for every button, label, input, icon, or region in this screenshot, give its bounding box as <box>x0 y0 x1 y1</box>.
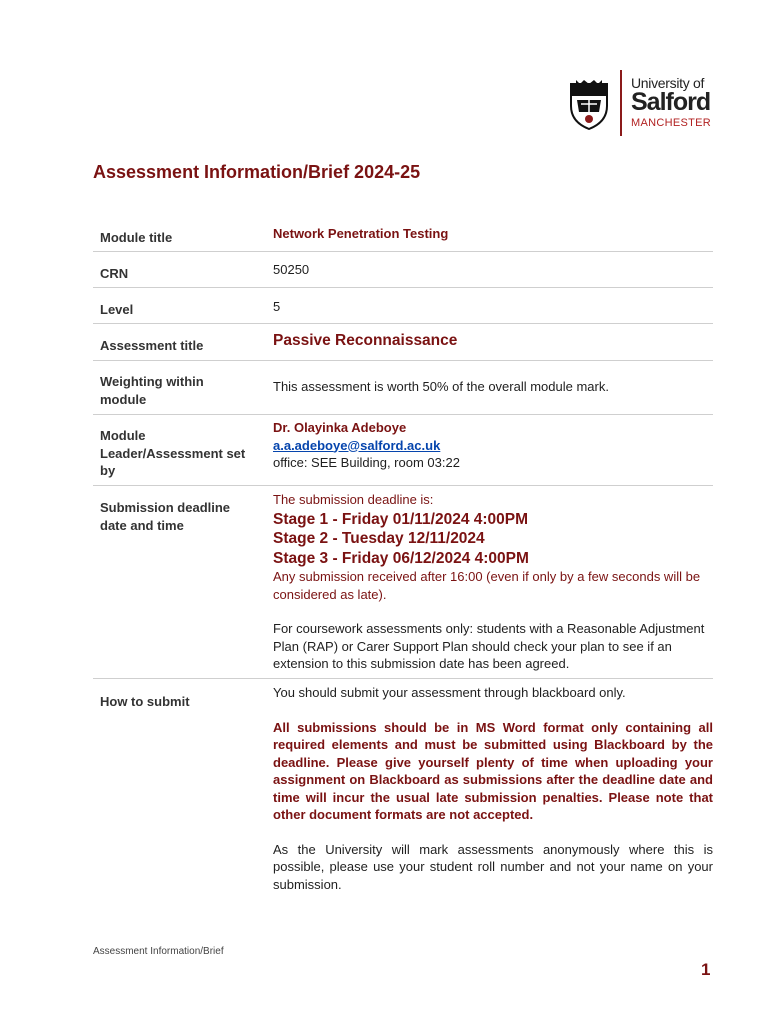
logo-line-manchester: MANCHESTER <box>631 117 712 129</box>
deadline-intro: The submission deadline is: <box>273 492 434 507</box>
deadline-stage-1: Stage 1 - Friday 01/11/2024 4:00PM <box>273 510 529 528</box>
value-assessment-title: Passive Reconnaissance <box>273 332 458 349</box>
label-module-leader: Module Leader/Assessment set by <box>100 428 246 478</box>
crest-icon <box>568 78 610 130</box>
page-title: Assessment Information/Brief 2024-25 <box>93 162 421 182</box>
university-logo <box>568 68 718 140</box>
how-paragraph-1: You should submit your assessment through blackboard only. <box>273 685 626 700</box>
page-number: 1 <box>701 960 711 979</box>
value-module-title: Network Penetration Testing <box>273 226 449 241</box>
label-level: Level <box>100 302 134 317</box>
label-how-to-submit: How to submit <box>100 694 190 709</box>
label-assessment-title: Assessment title <box>100 338 204 353</box>
value-how-to-submit <box>273 684 713 893</box>
logo-line-salford: Salford <box>631 88 711 116</box>
leader-email-link[interactable]: a.a.adeboye@salford.ac.uk <box>273 437 441 453</box>
row-how-to-submit <box>93 679 713 901</box>
logo-line-university: University of <box>631 75 705 91</box>
row-module-title <box>93 216 713 252</box>
deadline-stage-3: Stage 3 - Friday 06/12/2024 4:00PM <box>273 549 529 567</box>
row-crn <box>93 252 713 288</box>
deadline-late-note: Any submission received after 16:00 (even if only by a few seconds will be considered as late). <box>273 569 701 602</box>
row-module-leader <box>93 415 713 486</box>
logo-wordmark <box>631 76 711 129</box>
label-submission-deadline: Submission deadline date and time <box>100 500 231 533</box>
how-paragraph-3: As the University will mark assessments anonymously where this is possible, please use your student roll number and not your name on your submission. <box>273 841 713 892</box>
value-module-leader <box>273 419 713 472</box>
how-paragraph-2: All submissions should be in MS Word format only containing all required elements and must be submitted using Blackboard by the deadline. Please give yourself plenty of time when uploading your assignment on Blackboard as submissions after the deadline date and time will incur the usual late submission penalties. Please note that other document formats are not accepted. <box>273 719 713 822</box>
value-weighting: This assessment is worth 50% of the overall module mark. <box>273 379 609 394</box>
label-crn: CRN <box>100 266 129 281</box>
deadline-stage-2: Stage 2 - Tuesday 12/11/2024 <box>273 530 485 547</box>
value-submission-deadline <box>273 491 713 673</box>
label-module-title: Module title <box>100 230 173 245</box>
deadline-rap-note: For coursework assessments only: students with a Reasonable Adjustment Plan (RAP) or Carer Support Plan should check your plan to see if an extension to this submission date has been agreed. <box>273 621 705 671</box>
row-level <box>93 288 713 324</box>
row-submission-deadline <box>93 486 713 679</box>
label-weighting: Weighting within module <box>100 374 204 407</box>
row-weighting <box>93 361 713 415</box>
value-crn: 50250 <box>273 262 310 277</box>
leader-name: Dr. Olayinka Adeboye <box>273 420 407 435</box>
leader-office: office: SEE Building, room 03:22 <box>273 455 460 470</box>
logo-divider <box>620 70 622 136</box>
footer-text: Assessment Information/Brief <box>93 946 224 957</box>
value-level: 5 <box>273 299 281 314</box>
row-assessment-title <box>93 324 713 361</box>
